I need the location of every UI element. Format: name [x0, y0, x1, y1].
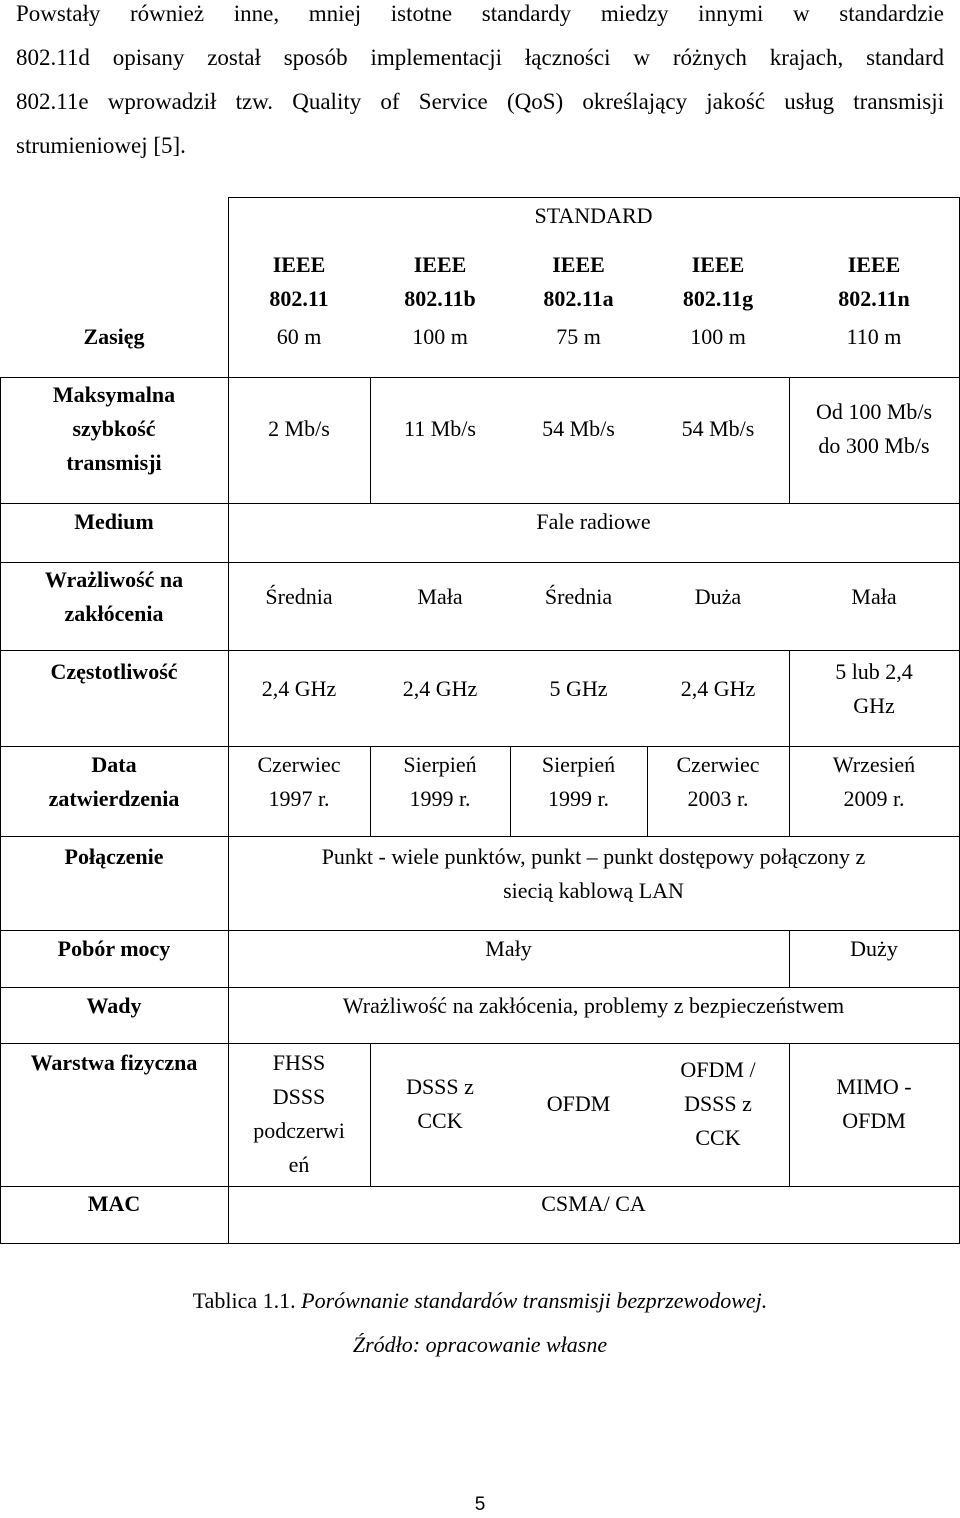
table-border [0, 1243, 960, 1244]
table-group-header: STANDARD [534, 203, 653, 228]
row-label-range: Zasięg [83, 324, 145, 349]
range-value: 60 m [276, 324, 322, 349]
row-label-power: Pobór mocy [57, 936, 171, 961]
speed-value: 2 Mb/s [268, 416, 330, 441]
standard-header: IEEE 802.11g [682, 252, 754, 311]
row-label-interference: Wrażliwość na zakłócenia [44, 567, 184, 626]
range-value: 100 m [412, 324, 468, 349]
speed-value: 11 Mb/s [404, 416, 476, 441]
row-label-connection: Połączenie [64, 844, 164, 869]
caption-title: Porównanie standardów transmisji bezprzewodowej. [301, 1288, 768, 1313]
table-caption [0, 1288, 960, 1314]
frequency-value: 5 lub 2,4 GHz [835, 659, 913, 718]
row-label-mac: MAC [87, 1191, 141, 1216]
medium-value: Fale radiowe [536, 509, 651, 534]
phy-value: DSSS z CCK [406, 1074, 474, 1133]
row-label-medium: Medium [74, 509, 154, 534]
table-border [0, 1043, 960, 1044]
interference-value: Mała [851, 584, 897, 609]
caption-prefix: Tablica 1.1. [192, 1288, 296, 1313]
row-label-drawbacks: Wady [86, 993, 142, 1018]
intro-line: Powstały również inne, mniej istotne standardy miedzy innymi w standardzie [16, 1, 944, 26]
table-border [0, 746, 960, 747]
row-label-phy: Warstwa fizyczna [30, 1050, 198, 1075]
approval-value: Sierpień 1999 r. [541, 752, 616, 811]
standard-header: IEEE 802.11b [404, 252, 476, 311]
interference-value: Średnia [265, 584, 333, 609]
phy-value: OFDM [546, 1091, 611, 1116]
standard-header: IEEE 802.11a [543, 252, 614, 311]
frequency-value: 5 GHz [549, 676, 608, 701]
drawbacks-value: Wrażliwość na zakłócenia, problemy z bezpieczeństwem [342, 993, 845, 1018]
approval-value: Czerwiec 1997 r. [257, 752, 341, 811]
range-value: 110 m [846, 324, 902, 349]
table-border [0, 836, 960, 837]
table-border [0, 987, 960, 988]
phy-value: FHSS DSSS podczerwi eń [253, 1050, 345, 1177]
approval-value: Sierpień 1999 r. [403, 752, 477, 811]
intro-line: 802.11e wprowadził tzw. Quality of Service (QoS) określający jakość usług transmisji [16, 89, 944, 114]
frequency-value: 2,4 GHz [680, 676, 756, 701]
phy-value: OFDM / DSSS z CCK [680, 1057, 756, 1150]
page-number: 5 [474, 1494, 486, 1515]
frequency-value: 2,4 GHz [261, 676, 337, 701]
standard-header: IEEE 802.11 [269, 252, 329, 311]
table-border [0, 503, 960, 504]
phy-value: MIMO - OFDM [836, 1074, 912, 1133]
range-value: 75 m [556, 324, 601, 349]
approval-value: Czerwiec 2003 r. [676, 752, 760, 811]
frequency-value: 2,4 GHz [402, 676, 478, 701]
speed-value: Od 100 Mb/s do 300 Mb/s [815, 399, 933, 458]
speed-value: 54 Mb/s [542, 416, 615, 441]
standard-header: IEEE 802.11n [838, 252, 910, 311]
speed-value: 54 Mb/s [681, 416, 755, 441]
interference-value: Średnia [544, 584, 613, 609]
approval-value: Wrzesień 2009 r. [832, 752, 916, 811]
power-value: Mały [485, 936, 532, 961]
power-value: Duży [850, 936, 898, 961]
range-value: 100 m [690, 324, 746, 349]
mac-value: CSMA/ CA [541, 1191, 646, 1216]
row-label-speed: Maksymalna szybkość transmisji [52, 382, 176, 475]
intro-line: strumieniowej [5]. [16, 133, 186, 158]
caption-source: Źródło: opracowanie własne [352, 1332, 608, 1357]
interference-value: Duża [694, 584, 742, 609]
table-source [0, 1332, 960, 1358]
connection-value: Punkt - wiele punktów, punkt – punkt dostępowy połączony z siecią kablową LAN [321, 844, 866, 903]
intro-paragraph [16, 0, 944, 168]
table-border [0, 650, 960, 651]
table-border [0, 930, 960, 931]
row-label-approval: Data zatwierdzenia [48, 752, 180, 811]
interference-value: Mała [417, 584, 463, 609]
intro-line: 802.11d opisany został sposób implementacji łączności w różnych krajach, standard [16, 45, 944, 70]
row-label-frequency: Częstotliwość [50, 659, 178, 684]
